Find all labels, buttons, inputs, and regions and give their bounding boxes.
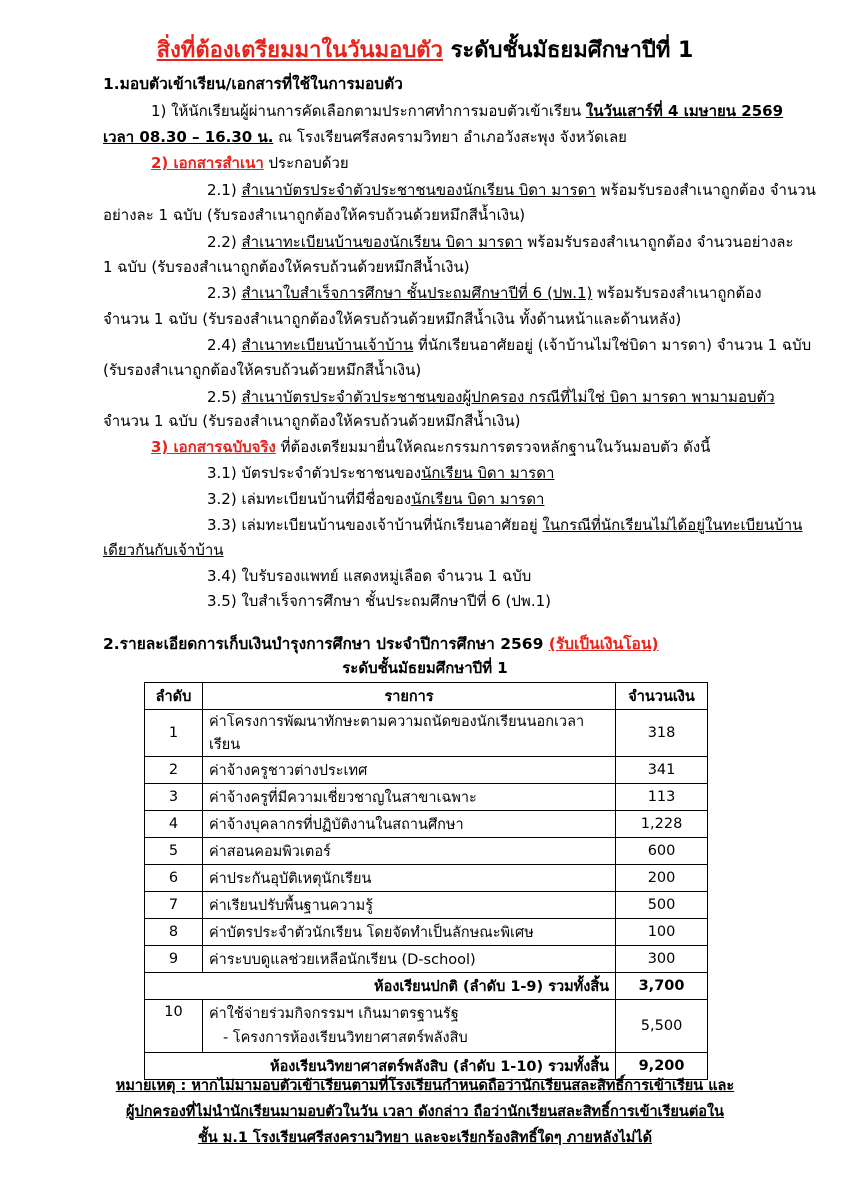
original-3-2 (207, 488, 544, 510)
copies-rest: ประกอบด้วย (263, 154, 349, 172)
row-amount: 500 (616, 892, 708, 919)
copy-2-5-no: 2.5) (207, 388, 242, 406)
header-amount: จำนวนเงิน (616, 683, 708, 710)
original-3-3-case: ในกรณีที่นักเรียนไม่ได้อยู่ในทะเบียนบ้าน (542, 516, 803, 534)
remark-line1: หมายเหตุ : หากไม่มามอบตัวเข้าเรียนตามที่โรงเรียนกำหนดถือว่านักเรียนสละสิทธิ์การเข้าเรียน และ (115, 1078, 735, 1094)
row10-item (202, 1000, 615, 1053)
copy-2-1-rest: พร้อมรับรองสำเนาถูกต้อง จำนวน (595, 181, 816, 199)
original-3-4: 3.4) ใบรับรองแพทย์ แสดงหมู่เลือด จำนวน 1 ฉบับ (207, 567, 532, 585)
original-3-3 (207, 514, 802, 536)
copy-2-1 (207, 179, 816, 201)
row-no: 2 (145, 757, 203, 784)
copy-2-3-line2: จำนวน 1 ฉบับ (รับรองสำเนาถูกต้องให้ครบถ้วนด้วยหมึกสีน้ำเงิน ทั้งด้านหน้าและด้านหลัง) (103, 310, 682, 328)
fee-rows (145, 710, 708, 973)
row-amount: 318 (616, 710, 708, 757)
p1-line2 (103, 126, 627, 148)
table-row (145, 946, 708, 973)
row-amount: 600 (616, 838, 708, 865)
row-item: ค่าจ้างบุคลากรที่ปฏิบัติงานในสถานศึกษา (202, 811, 615, 838)
title-level: ระดับชั้นมัธยมศึกษาปีที่ 1 (442, 38, 694, 63)
page-title (0, 40, 850, 62)
row-no: 3 (145, 784, 203, 811)
total-amount: 9,200 (616, 1053, 708, 1080)
copy-2-1-no: 2.1) (207, 181, 242, 199)
copy-2-1-line2: อย่างละ 1 ฉบับ (รับรองสำเนาถูกต้องให้ครบถ้วนด้วยหมึกสีน้ำเงิน) (103, 206, 526, 224)
row-no: 8 (145, 919, 203, 946)
title-main: สิ่งที่ต้องเตรียมมาในวันมอบตัว (156, 38, 443, 63)
remark-line3: ชั้น ม.1 โรงเรียนศรีสงครามวิทยา และจะเรียกร้องสิทธิ์ใดๆ ภายหลังไม่ได้ (197, 1130, 653, 1146)
original-3-1 (207, 462, 554, 484)
remark-line2: ผู้ปกครองที่ไม่นำนักเรียนมามอบตัวในวัน เวลา ดังกล่าว ถือว่านักเรียนสละสิทธิ์การเข้าเรียนต่อใน (126, 1104, 724, 1120)
row10-amount: 5,500 (616, 1000, 708, 1053)
table-row (145, 838, 708, 865)
table-row (145, 757, 708, 784)
p1-text: 1) ให้นักเรียนผู้ผ่านการคัดเลือกตามประกาศทำการมอบตัวเข้าเรียน (151, 102, 586, 120)
section2-title: 2.รายละเอียดการเก็บเงินบำรุงการศึกษา ประจำปีการศึกษา 2569 (103, 635, 549, 653)
table-row (145, 865, 708, 892)
row-no: 1 (145, 710, 203, 757)
copy-2-2 (207, 231, 794, 253)
row-item: ค่าจ้างครูที่มีความเชี่ยวชาญในสาขาเฉพาะ (202, 784, 615, 811)
row-no: 9 (145, 946, 203, 973)
fee-table-header (145, 683, 708, 710)
row-amount: 100 (616, 919, 708, 946)
transfer-note: (รับเป็นเงินโอน) (548, 635, 659, 653)
copy-2-4-line2: (รับรองสำเนาถูกต้องให้ครบถ้วนด้วยหมึกสีน้ำเงิน) (103, 361, 422, 379)
original-3-3-text: 3.3) เล่มทะเบียนบ้านของเจ้าบ้านที่นักเรียนอาศัยอยู่ (207, 516, 543, 534)
copy-2-3 (207, 282, 762, 304)
table-row (145, 919, 708, 946)
row10-no: 10 (145, 1000, 203, 1053)
row-item: ค่าประกันอุบัติเหตุนักเรียน (202, 865, 615, 892)
p1-time: เวลา 08.30 – 16.30 น. (103, 128, 274, 146)
row-no: 6 (145, 865, 203, 892)
table-row (145, 892, 708, 919)
row-item: ค่าจ้างครูชาวต่างประเทศ (202, 757, 615, 784)
copy-2-1-title: สำเนาบัตรประจำตัวประชาชนของนักเรียน บิดา มารดา (241, 181, 596, 199)
copy-2-4 (207, 334, 811, 356)
row-item: ค่าสอนคอมพิวเตอร์ (202, 838, 615, 865)
row-amount: 200 (616, 865, 708, 892)
p1-line1 (151, 100, 783, 122)
row-item: ค่าระบบดูแลช่วยเหลือนักเรียน (D-school) (202, 946, 615, 973)
remark (0, 1073, 850, 1151)
copy-2-4-rest: ที่นักเรียนอาศัยอยู่ (เจ้าบ้านไม่ใช่บิดา มารดา) จำนวน 1 ฉบับ (413, 336, 812, 354)
subtotal-amount: 3,700 (616, 973, 708, 1000)
row-amount: 113 (616, 784, 708, 811)
copies-label: 2) เอกสารสำเนา (151, 154, 264, 172)
original-3-5: 3.5) ใบสำเร็จการศึกษา ชั้นประถมศึกษาปีที่ 6 (ปพ.1) (207, 592, 551, 610)
original-3-2-text: 3.2) เล่มทะเบียนบ้านที่มีชื่อของ (207, 490, 412, 508)
original-3-2-who: นักเรียน บิดา มารดา (411, 490, 545, 508)
copy-2-3-title: สำเนาใบสำเร็จการศึกษา ชั้นประถมศึกษาปีที่ 6 (ปพ.1) (241, 284, 593, 302)
copy-2-4-no: 2.4) (207, 336, 242, 354)
section2-subheading: ระดับชั้นมัธยมศึกษาปีที่ 1 (342, 659, 508, 677)
fee-table (144, 682, 708, 1080)
row-amount: 300 (616, 946, 708, 973)
original-3-1-text: 3.1) บัตรประจำตัวประชาชนของ (207, 464, 422, 482)
row-no: 7 (145, 892, 203, 919)
copy-2-5-line2: จำนวน 1 ฉบับ (รับรองสำเนาถูกต้องให้ครบถ้วนด้วยหมึกสีน้ำเงิน) (103, 412, 521, 430)
original-3-1-who: นักเรียน บิดา มารดา (421, 464, 555, 482)
section2-heading (103, 633, 659, 655)
copy-2-2-no: 2.2) (207, 233, 242, 251)
p1-date: ในวันเสาร์ที่ 4 เมษายน 2569 (585, 102, 784, 120)
row-amount: 341 (616, 757, 708, 784)
originals-heading (151, 436, 710, 458)
row-item: ค่าเรียนปรับพื้นฐานความรู้ (202, 892, 615, 919)
table-row-10 (145, 1000, 708, 1053)
table-row (145, 710, 708, 757)
row-no: 5 (145, 838, 203, 865)
originals-label: 3) เอกสารฉบับจริง (151, 438, 276, 456)
copy-2-4-title: สำเนาทะเบียนบ้านเจ้าบ้าน (241, 336, 414, 354)
originals-rest: ที่ต้องเตรียมมายื่นให้คณะกรรมการตรวจหลักฐานในวันมอบตัว ดังนี้ (275, 438, 711, 456)
copy-2-3-no: 2.3) (207, 284, 242, 302)
p1-place: ณ โรงเรียนศรีสงครามวิทยา อำเภอวังสะพุง จังหวัดเลย (273, 128, 627, 146)
header-no: ลำดับ (145, 683, 203, 710)
copy-2-3-rest: พร้อมรับรองสำเนาถูกต้อง (592, 284, 762, 302)
subtotal-row (145, 973, 708, 1000)
row-item: ค่าโครงการพัฒนาทักษะตามความถนัดของนักเรียนนอกเวลาเรียน (202, 710, 615, 757)
row10-sub: - โครงการห้องเรียนวิทยาศาสตร์พลังสิบ (222, 1030, 468, 1046)
table-row (145, 784, 708, 811)
copy-2-5 (207, 386, 775, 408)
row-no: 4 (145, 811, 203, 838)
copies-heading (151, 152, 349, 174)
header-item: รายการ (202, 683, 615, 710)
copy-2-2-line2: 1 ฉบับ (รับรองสำเนาถูกต้องให้ครบถ้วนด้วยหมึกสีน้ำเงิน) (103, 258, 470, 276)
row10-title: ค่าใช้จ่ายร่วมกิจกรรมฯ เกินมาตรฐานรัฐ (208, 1006, 459, 1022)
copy-2-2-rest: พร้อมรับรองสำเนาถูกต้อง จำนวนอย่างละ (522, 233, 794, 251)
row-amount: 1,228 (616, 811, 708, 838)
row-item: ค่าบัตรประจำตัวนักเรียน โดยจัดทำเป็นลักษณะพิเศษ (202, 919, 615, 946)
section1-heading: 1.มอบตัวเข้าเรียน/เอกสารที่ใช้ในการมอบตัว (103, 75, 403, 93)
original-3-3-line2: เดียวกันกับเจ้าบ้าน (103, 541, 224, 559)
total-label: ห้องเรียนวิทยาศาสตร์พลังสิบ (ลำดับ 1-10) รวมทั้งสิ้น (145, 1053, 616, 1080)
subtotal-label: ห้องเรียนปกติ (ลำดับ 1-9) รวมทั้งสิ้น (145, 973, 616, 1000)
copy-2-2-title: สำเนาทะเบียนบ้านของนักเรียน บิดา มารดา (241, 233, 523, 251)
table-row (145, 811, 708, 838)
copy-2-5-title: สำเนาบัตรประจำตัวประชาชนของผู้ปกครอง กรณีที่ไม่ใช่ บิดา มารดา พามามอบตัว (241, 388, 775, 406)
